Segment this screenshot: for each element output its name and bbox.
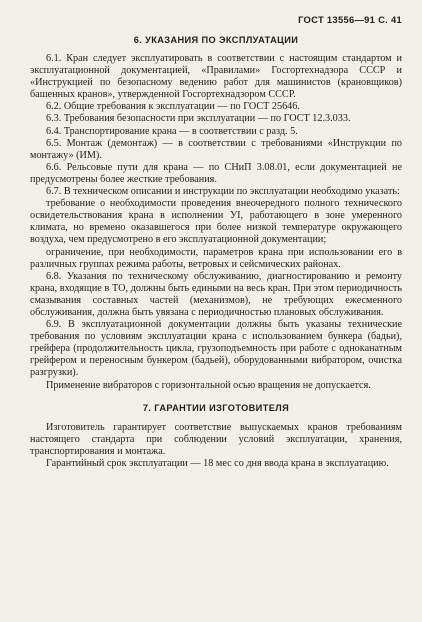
paragraph-6-7-item-2: ограничение, при необходимости, параметров крана при использовании его в различных группах режима работы, ветровых и сейсмических районах. [30, 246, 402, 270]
paragraph-6-7-item-1: требование о необходимости проведения внеочередного полного технического освидетельствования крана в исполнении УI, работающего в зоне умеренного климата, но времено оказавшегося при более низкой температуре окружающего воздуха, чем предусмотрено в его эксплуатационной документации; [30, 198, 402, 246]
paragraph-6-8: 6.8. Указания по техническому обслуживанию, диагностированию и ремонту крана, входящие в ТО, должны быть едиными на весь кран. При этом периодичность смазывания составных частей (механизмов), не требующих ежесменного обслуживания, должна быть увязана с периодичностью плановых обслуживания. [30, 270, 402, 318]
section-6-title: 6. УКАЗАНИЯ ПО ЭКСПЛУАТАЦИИ [133, 35, 299, 45]
paragraph-6-4: 6.4. Транспортирование крана — в соответствии с разд. 5. [46, 125, 298, 137]
paragraph-6-7: 6.7. В техническом описании и инструкции по эксплуатации необходимо указать: [46, 186, 400, 198]
paragraph-vibrators: Применение вибраторов с горизонтальной осью вращения не допускается. [46, 379, 371, 391]
paragraph-6-9: 6.9. В эксплуатационной документации должны быть указаны технические требования по условиям эксплуатации крана с использованием бункера (бадьи), грейфера (продолжительность цикла, грузоподъемность при работе с одноканатным грейфером и переносным бункером (бадьей), оборудованными вибратором, очистка разгрузки). [30, 319, 402, 379]
paragraph-6-5: 6.5. Монтаж (демонтаж) — в соответствии с требованиями «Инструкции по монтажу» (ИМ). [30, 137, 402, 161]
paragraph-6-1: 6.1. Кран следует эксплуатировать в соответствии с настоящим стандартом и эксплуатационной документацией, «Правилами» Госгортехнадзора СССР и «Инструкцией по безопасному ведению работ для машинистов (крановщиков) башенных кранов», утвержденной Госгортехнадзором СССР. [30, 53, 402, 101]
running-head: ГОСТ 13556—91 С. 41 [298, 14, 402, 25]
paragraph-7-warranty-period: Гарантийный срок эксплуатации — 18 мес со дня ввода крана в эксплуатацию. [46, 457, 389, 469]
section-7-title: 7. ГАРАНТИИ ИЗГОТОВИТЕЛЯ [142, 402, 290, 413]
paragraph-6-2: 6.2. Общие требования к эксплуатации — по ГОСТ 25646. [46, 101, 300, 113]
paragraph-6-3: 6.3. Требования безопасности при эксплуатации — по ГОСТ 12.3.033. [46, 113, 351, 125]
paragraph-7-guarantee: Изготовитель гарантирует соответствие выпускаемых кранов требованиям настоящего стандарта при соблюдении условий эксплуатации, хранения, транспортирования и монтажа. [30, 421, 402, 457]
paragraph-6-6: 6.6. Рельсовые пути для крана — по СНиП 3.08.01, если документацией не предусмотрены более жесткие требования. [30, 161, 402, 185]
